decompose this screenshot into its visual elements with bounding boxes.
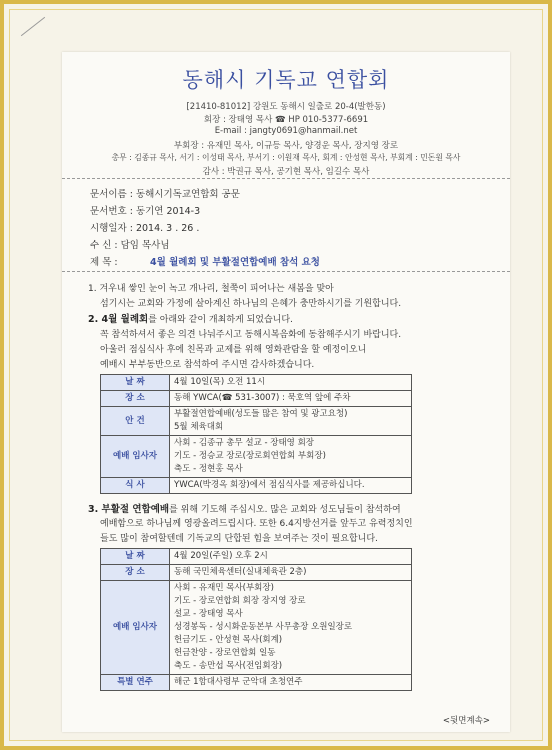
org-email: E-mail : jangty0691@hanmail.net [214,126,358,136]
doc-recipient: 수 신 : 담임 목사님 [90,240,170,251]
table-row [101,375,412,391]
paragraph-3-rest: 를 위해 기도해 주십시오. 많은 교회와 성도님들이 참석하여 [169,505,401,515]
table-value: 동해 국민체육센터(실내체육관 2층) [170,565,412,581]
org-vice: 부회장 : 유재민 목사, 이규등 목사, 양경운 목사, 장지영 장로 [173,141,399,151]
continued-note: <뒷면계속> [442,716,490,726]
paragraph-2b: 꼭 참석하셔서 좋은 의견 나눠주시고 동해시복음화에 동참해주시기 바랍니다. [100,330,402,340]
paragraph-2-line [88,311,293,325]
table-label: 식 사 [101,478,170,494]
doc-name: 문서이름 : 동해시기독교연합회 공문 [90,189,240,200]
table-value: 사회 - 김종규 총무 설교 - 장태영 회장 기도 - 정승교 장로(장로회연합회 부회장) 축도 - 정현홍 목사 [170,436,412,478]
paragraph-3b: 예배함으로 하나님께 영광올려드립시다. 또한 6.4지방선거를 앞두고 유력정치인 [100,519,413,529]
table-value: 4월 20일(주일) 오후 2시 [170,549,412,565]
divider [62,178,510,179]
table-label: 날 짜 [101,375,170,391]
paragraph-2c: 아울러 점심식사 후에 친목과 교제를 위해 영화관람을 할 예정이오니 [100,345,367,355]
org-address: [21410-81012] 강원도 동해시 일출로 20-4(발한동) [186,102,386,112]
table-value: 부활절연합예배(성도들 많은 참여 및 광고요청) 5월 체육대회 [170,407,412,436]
doc-subject-label: 제 목 : [90,257,118,268]
easter-service-table [100,548,412,691]
table-label: 예배 임사자 [101,581,170,675]
table-value: 동해 YWCA(☎ 531-3007) : 묵호역 앞에 주차 [170,391,412,407]
table-label: 장 소 [101,565,170,581]
table-row [101,391,412,407]
paragraph-1a: 1. 겨우내 쌓인 눈이 녹고 개나리, 철쭉이 피어나는 새봄을 맞아 [88,284,334,294]
org-title: 동해시 기독교 연합회 [182,68,390,92]
table-label: 안 건 [101,407,170,436]
letter-paper [62,52,510,732]
org-president: 회장 : 장태영 목사 ☎ HP 010-5377-6691 [203,115,369,125]
paragraph-3-line [88,501,401,515]
org-officers: 총무 : 김종규 목사, 서기 : 이성태 목사, 부서기 : 이원재 목사, 회계 : 안성현 목사, 부회계 : 민돈원 목사 [111,153,461,162]
table-row [101,436,412,478]
table-value: 사회 - 유재민 목사(부회장) 기도 - 장로연합회 회장 장지영 장로 설교 - 장태영 목사 성경봉독 - 성시화운동본부 사무총장 오원일장로 헌금기도 - 안성현 목사(회계) 헌금찬양 - 장로연합회 일동 축도 - 송만섭 목사(전임회장) [170,581,412,675]
table-value: 4월 10일(목) 오전 11시 [170,375,412,391]
table-row [101,675,412,691]
doc-date: 시행일자 : 2014. 3 . 26 . [90,223,200,234]
table-row [101,549,412,565]
table-row [101,581,412,675]
paragraph-2-heading: 4월 월례회 [101,314,149,325]
table-label: 특별 연주 [101,675,170,691]
table-value: YWCA(박경옥 회장)에서 점심식사를 제공하십니다. [170,478,412,494]
table-row [101,565,412,581]
paragraph-2-rest: 를 아래와 같이 개최하게 되었습니다. [148,315,293,325]
table-row [101,407,412,436]
paragraph-3-number: 3. [88,504,99,515]
doc-subject: 4월 월례회 및 부활절연합예배 참석 요청 [150,257,320,268]
table-row [101,478,412,494]
paragraph-3-heading: 부활절 연합예배 [101,504,170,515]
table-label: 날 짜 [101,549,170,565]
meeting-table [100,374,412,494]
divider [62,271,510,272]
paragraph-2d: 예배시 부부동반으로 참석하여 주시면 감사하겠습니다. [100,360,315,370]
doc-number: 문서번호 : 동기연 2014-3 [90,206,201,217]
table-label: 장 소 [101,391,170,407]
paragraph-1b: 섬기시는 교회와 가정에 살아계신 하나님의 은혜가 충만하시기를 기원합니다. [100,299,402,309]
table-value: 해군 1함대사령부 군악대 초청연주 [170,675,412,691]
paragraph-3c: 들도 많이 참여할텐데 기독교의 단합된 힘을 보여주는 것이 필요합니다. [100,534,378,544]
paragraph-2-number: 2. [88,314,99,325]
table-label: 예배 임사자 [101,436,170,478]
org-auditors: 감사 : 박권규 목사, 공기현 목사, 임길수 목사 [202,167,370,177]
